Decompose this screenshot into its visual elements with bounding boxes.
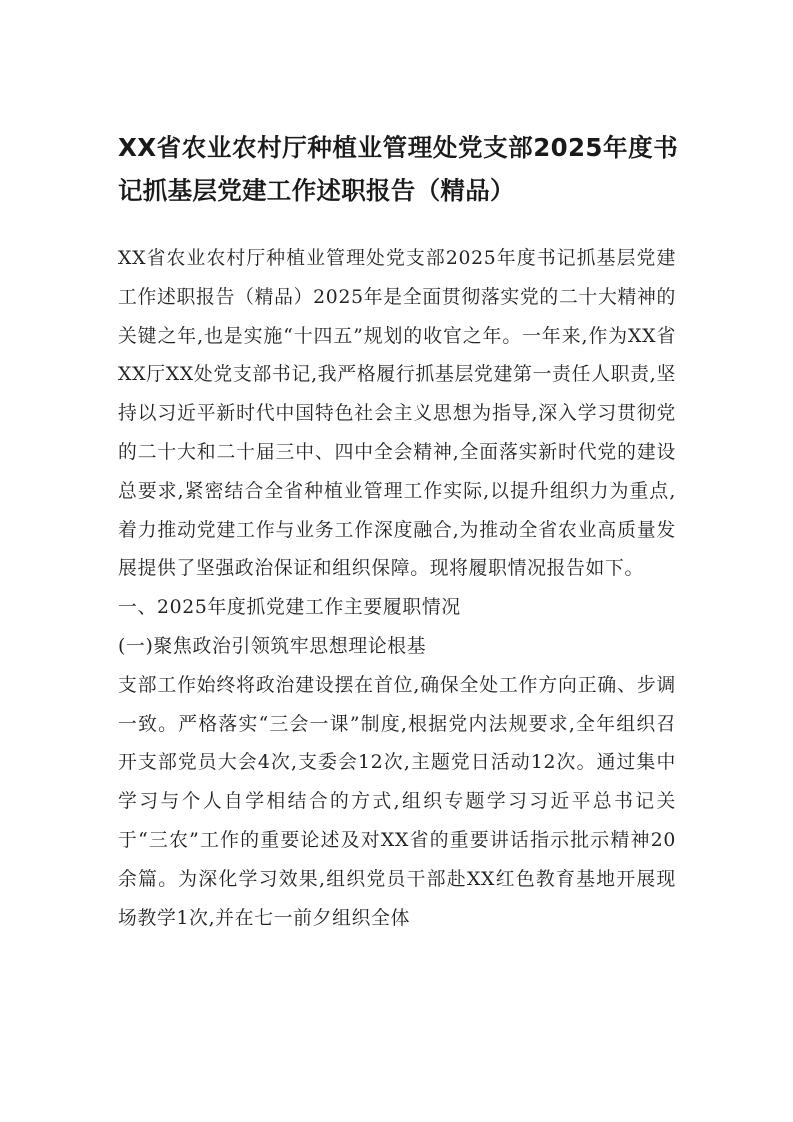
subsection-heading: (一)聚焦政治引领筑牢思想理论根基 <box>118 635 427 657</box>
section-heading: 一、2025年度抓党建工作主要履职情况 <box>118 597 461 619</box>
document-title: XX省农业农村厅种植业管理处党支部2025年度书记抓基层党建工作述职报告（精品） <box>118 133 678 205</box>
subsection-paragraph: 支部工作始终将政治建设摆在首位,确保全处工作方向正确、步调一致。严格落实“三会一课”制度,根据党内法规要求,全年组织召开支部党员大会4次,支委会12次,主题党日活动12次。通过集中学习与个人自学相结合的方式,组织专题学习习近平总书记关于“三农”工作的重要论述及对XX省的重要讲话指示批示精神20余篇。为深化学习效果,组织党员干部赴XX红色教育基地开展现场教学1次,并在七一前夕组织全体 <box>118 674 676 929</box>
intro-paragraph: XX省农业农村厅种植业管理处党支部2025年度书记抓基层党建工作述职报告（精品）2025年是全面贯彻落实党的二十大精神的关键之年,也是实施“十四五”规划的收官之年。一年来,作为XX省XX厅XX处党支部书记,我严格履行抓基层党建第一责任人职责,坚持以习近平新时代中国特色社会主义思想为指导,深入学习贯彻党的二十大和二十届三中、四中全会精神,全面落实新时代党的建设总要求,紧密结合全省种植业管理工作实际,以提升组织力为重点,着力推动党建工作与业务工作深度融合,为推动全省农业高质量发展提供了坚强政治保证和组织保障。现将履职情况报告如下。 <box>118 248 676 580</box>
document-body <box>118 240 676 938</box>
